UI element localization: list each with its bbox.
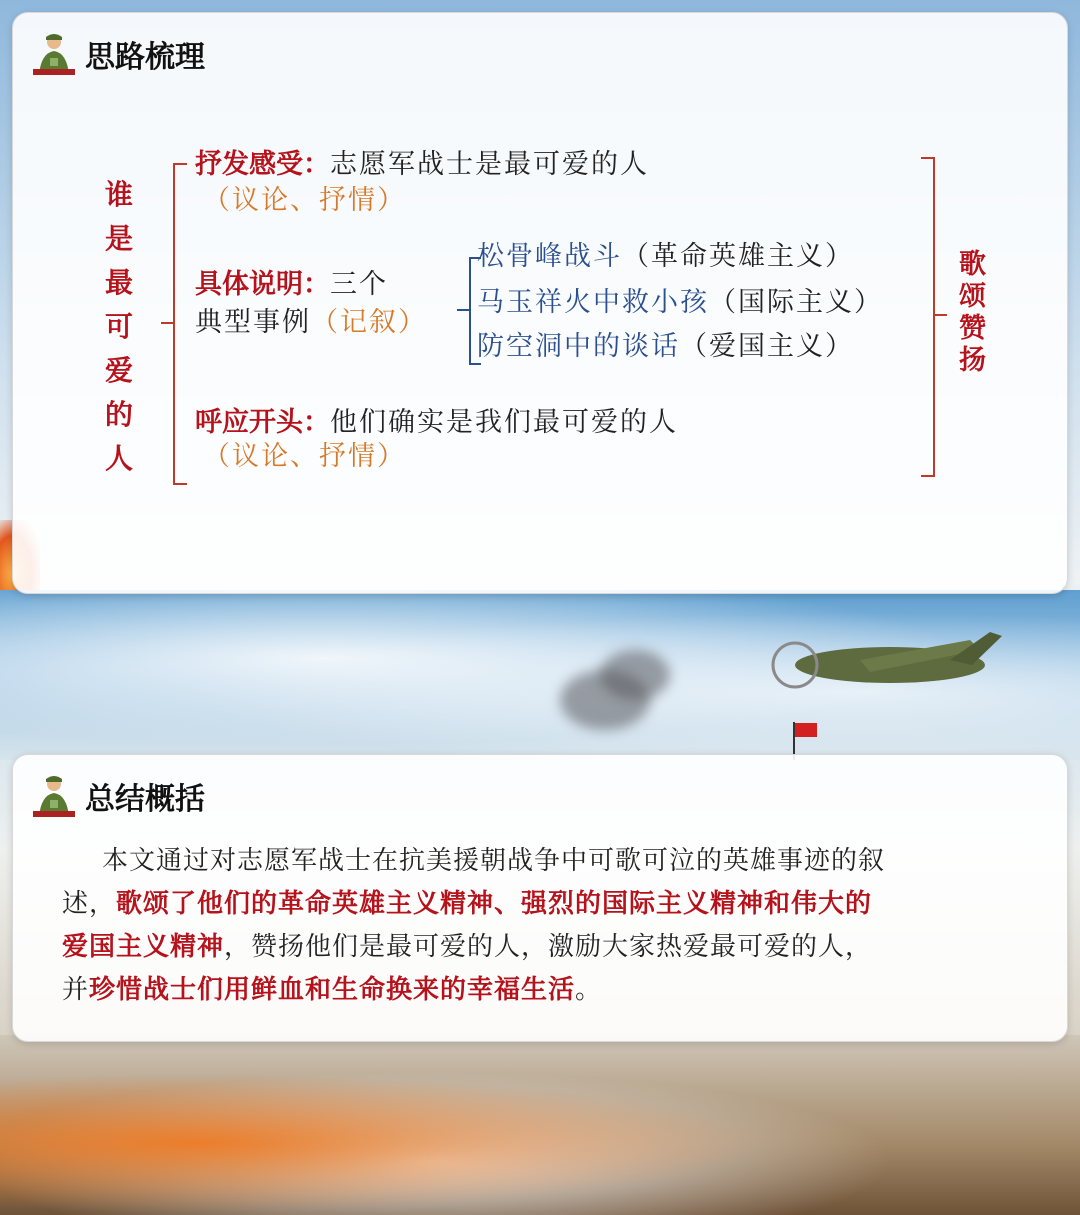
left-vertical-question	[105, 173, 133, 481]
item-note: （议论、抒情）	[203, 441, 406, 472]
vertical-char: 的	[105, 398, 134, 431]
summary-header	[31, 773, 205, 819]
item-label: 呼应开头：	[195, 407, 330, 438]
sub-item	[477, 285, 883, 321]
sub-item-note: （爱国主义）	[680, 331, 854, 362]
sub-item	[477, 329, 854, 365]
sub-item-text: 松骨峰战斗	[477, 241, 622, 272]
summary-text: 。	[575, 975, 603, 1005]
vertical-char: 扬	[959, 345, 986, 376]
vertical-char: 最	[105, 266, 134, 299]
summary-line	[62, 969, 1022, 1012]
outline-panel	[12, 12, 1068, 594]
item-specific-explain	[195, 267, 388, 303]
outline-header	[31, 31, 205, 77]
summary-text: 本文通过对志愿军战士在抗美援朝战争中可歌可泣的英雄事迹的叙	[102, 846, 886, 876]
left-bracket-tick	[161, 322, 173, 324]
summary-line	[62, 883, 1022, 926]
right-bracket-tick	[935, 314, 947, 316]
airplane-illustration	[740, 610, 1040, 720]
summary-highlight: 珍惜战士们用鲜血和生命换来的幸福生活	[89, 975, 576, 1005]
item-text: 三个	[330, 269, 388, 300]
outline-title: 思路梳理	[85, 40, 205, 75]
item-express-feelings	[195, 147, 649, 183]
summary-title: 总结概括	[85, 782, 205, 817]
vertical-char: 可	[105, 310, 134, 343]
vertical-char: 颂	[959, 281, 986, 312]
summary-highlight: 爱国主义精神	[62, 932, 225, 962]
soldier-icon	[31, 31, 77, 77]
item-label: 具体说明：	[195, 269, 330, 300]
vertical-char: 谁	[105, 178, 134, 211]
right-bracket	[921, 157, 935, 477]
vertical-char: 人	[105, 442, 134, 475]
item-note: （记叙）	[311, 307, 427, 338]
summary-text: ，赞扬他们是最可爱的人，激励大家热爱最可爱的人，	[224, 932, 873, 962]
sub-item-text: 马玉祥火中救小孩	[477, 287, 709, 318]
sky-battle-illustration	[0, 590, 1080, 760]
vertical-char: 赞	[959, 313, 986, 344]
item-echo-opening	[195, 405, 678, 441]
item-text: 典型事例	[195, 307, 311, 338]
summary-paragraph	[62, 840, 1022, 1012]
item-text: 志愿军战士是最可爱的人	[330, 149, 649, 180]
vertical-char: 爱	[105, 354, 134, 387]
summary-text: 述，	[62, 889, 117, 919]
sub-item-text: 防空洞中的谈话	[477, 331, 680, 362]
item-text: 他们确实是我们最可爱的人	[330, 407, 678, 438]
soldier-icon	[31, 773, 77, 819]
vertical-char: 歌	[959, 249, 986, 280]
item-label: 抒发感受：	[195, 149, 330, 180]
right-vertical-praise	[959, 249, 986, 377]
village-battle-illustration	[0, 1035, 1080, 1215]
sub-item-note: （国际主义）	[709, 287, 883, 318]
vertical-char: 是	[105, 222, 134, 255]
item-specific-explain-line2	[195, 305, 427, 341]
summary-line	[62, 840, 1022, 883]
summary-text: 并	[62, 975, 90, 1005]
sub-item	[477, 239, 854, 275]
summary-highlight: 歌颂了他们的革命英雄主义精神、强烈的国际主义精神和伟大的	[116, 889, 873, 919]
left-bracket	[173, 163, 187, 485]
summary-line	[62, 926, 1022, 969]
sub-item-note: （革命英雄主义）	[622, 241, 854, 272]
inner-bracket-tick	[457, 309, 469, 311]
item-note: （议论、抒情）	[203, 185, 406, 216]
